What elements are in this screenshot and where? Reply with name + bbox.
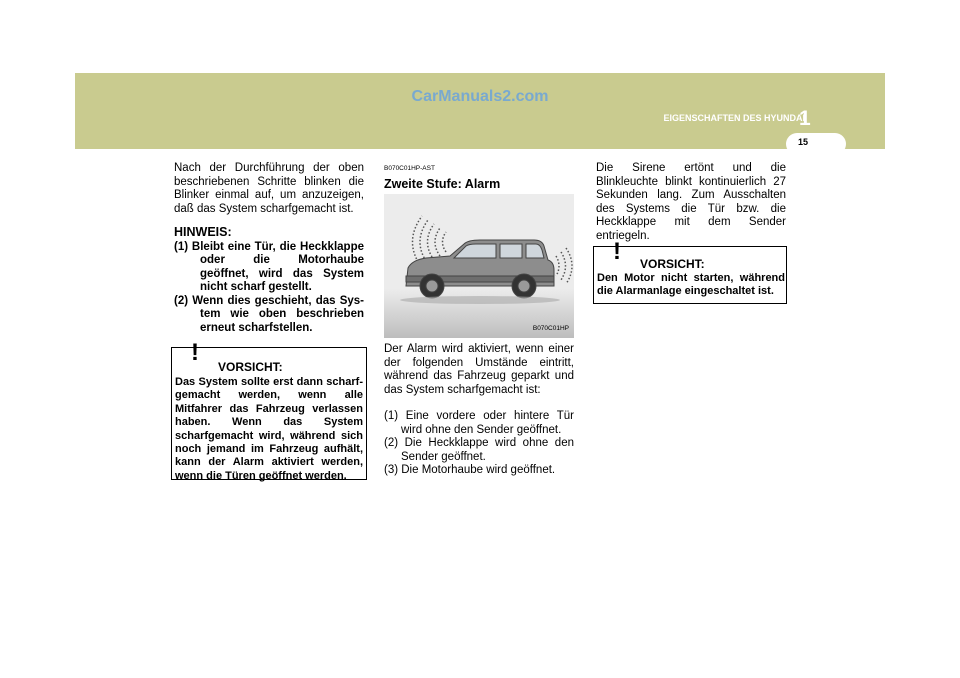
caution-box-left <box>171 339 367 482</box>
alarm-intro: Der Alarm wird aktiviert, wenn einer der folgenden Umstände eintritt, während das Fahrzeug geparkt und das System scharfgemacht ist: <box>384 343 574 396</box>
warning-icon: ! <box>191 339 199 366</box>
list-item: (2) Die Heckklappe wird ohne den Sender geöffnet. <box>384 437 574 463</box>
hinweis-item: (1) Bleibt eine Tür, die Heckklappe oder die Motorhaube geöffnet, wird das System nicht scharf gestellt. <box>174 240 364 293</box>
section-title: Zweite Stufe: Alarm <box>384 176 501 191</box>
chapter-number: 1 <box>799 107 811 130</box>
caution-text: Das System sollte erst dann scharf-gemacht werden, wenn alle Mitfahrer das Fahrzeug verlassen haben. Wenn das System scharfgemacht wird, während sich noch jemand im Fahrzeug aufhält, kann der Alarm aktiviert werden, wenn die Türen geöffnet werden. <box>175 376 363 482</box>
middle-column <box>384 162 574 478</box>
site-link[interactable]: CarManuals2.com <box>411 88 549 105</box>
intro-paragraph: Nach der Durchführung der oben beschriebenen Schritte blinken die Blinker einmal auf, um anzuzeigen, daß das System scharfgemacht ist. <box>174 162 364 215</box>
siren-paragraph: Die Sirene ertönt und die Blinkleuchte blinkt kontinuierlich 27 Sekunden lang. Zum Ausschalten des Systems die Tür bzw. die Heckklappe mit dem Sender entriegeln. <box>596 162 786 242</box>
alarm-car-image <box>384 194 574 338</box>
figure-code: B070C01HP <box>532 324 569 332</box>
page-number: 15 <box>797 137 808 147</box>
caution-title: VORSICHT: <box>218 360 283 374</box>
list-item: (1) Eine vordere oder hintere Tür wird ohne den Sender geöffnet. <box>384 410 574 436</box>
left-column <box>174 162 364 335</box>
chapter-title: EIGENSCHAFTEN DES HYUNDAI <box>663 113 805 123</box>
alarm-illustration <box>384 194 574 338</box>
caution-title: VORSICHT: <box>640 257 705 271</box>
warning-icon: ! <box>613 238 621 265</box>
section-code: B070C01HP-AST <box>384 165 435 172</box>
hinweis-item: (2) Wenn dies geschieht, das Sys-tem wie oben beschrieben erneut scharfstellen. <box>174 294 364 334</box>
list-item: (3) Die Motorhaube wird geöffnet. <box>384 464 556 476</box>
header-band <box>75 73 885 149</box>
caution-box-right <box>593 238 787 304</box>
hinweis-heading: HINWEIS: <box>174 225 232 239</box>
right-column <box>596 162 786 243</box>
caution-text: Den Motor nicht starten, während die Alarmanlage eingeschaltet ist. <box>597 272 785 298</box>
